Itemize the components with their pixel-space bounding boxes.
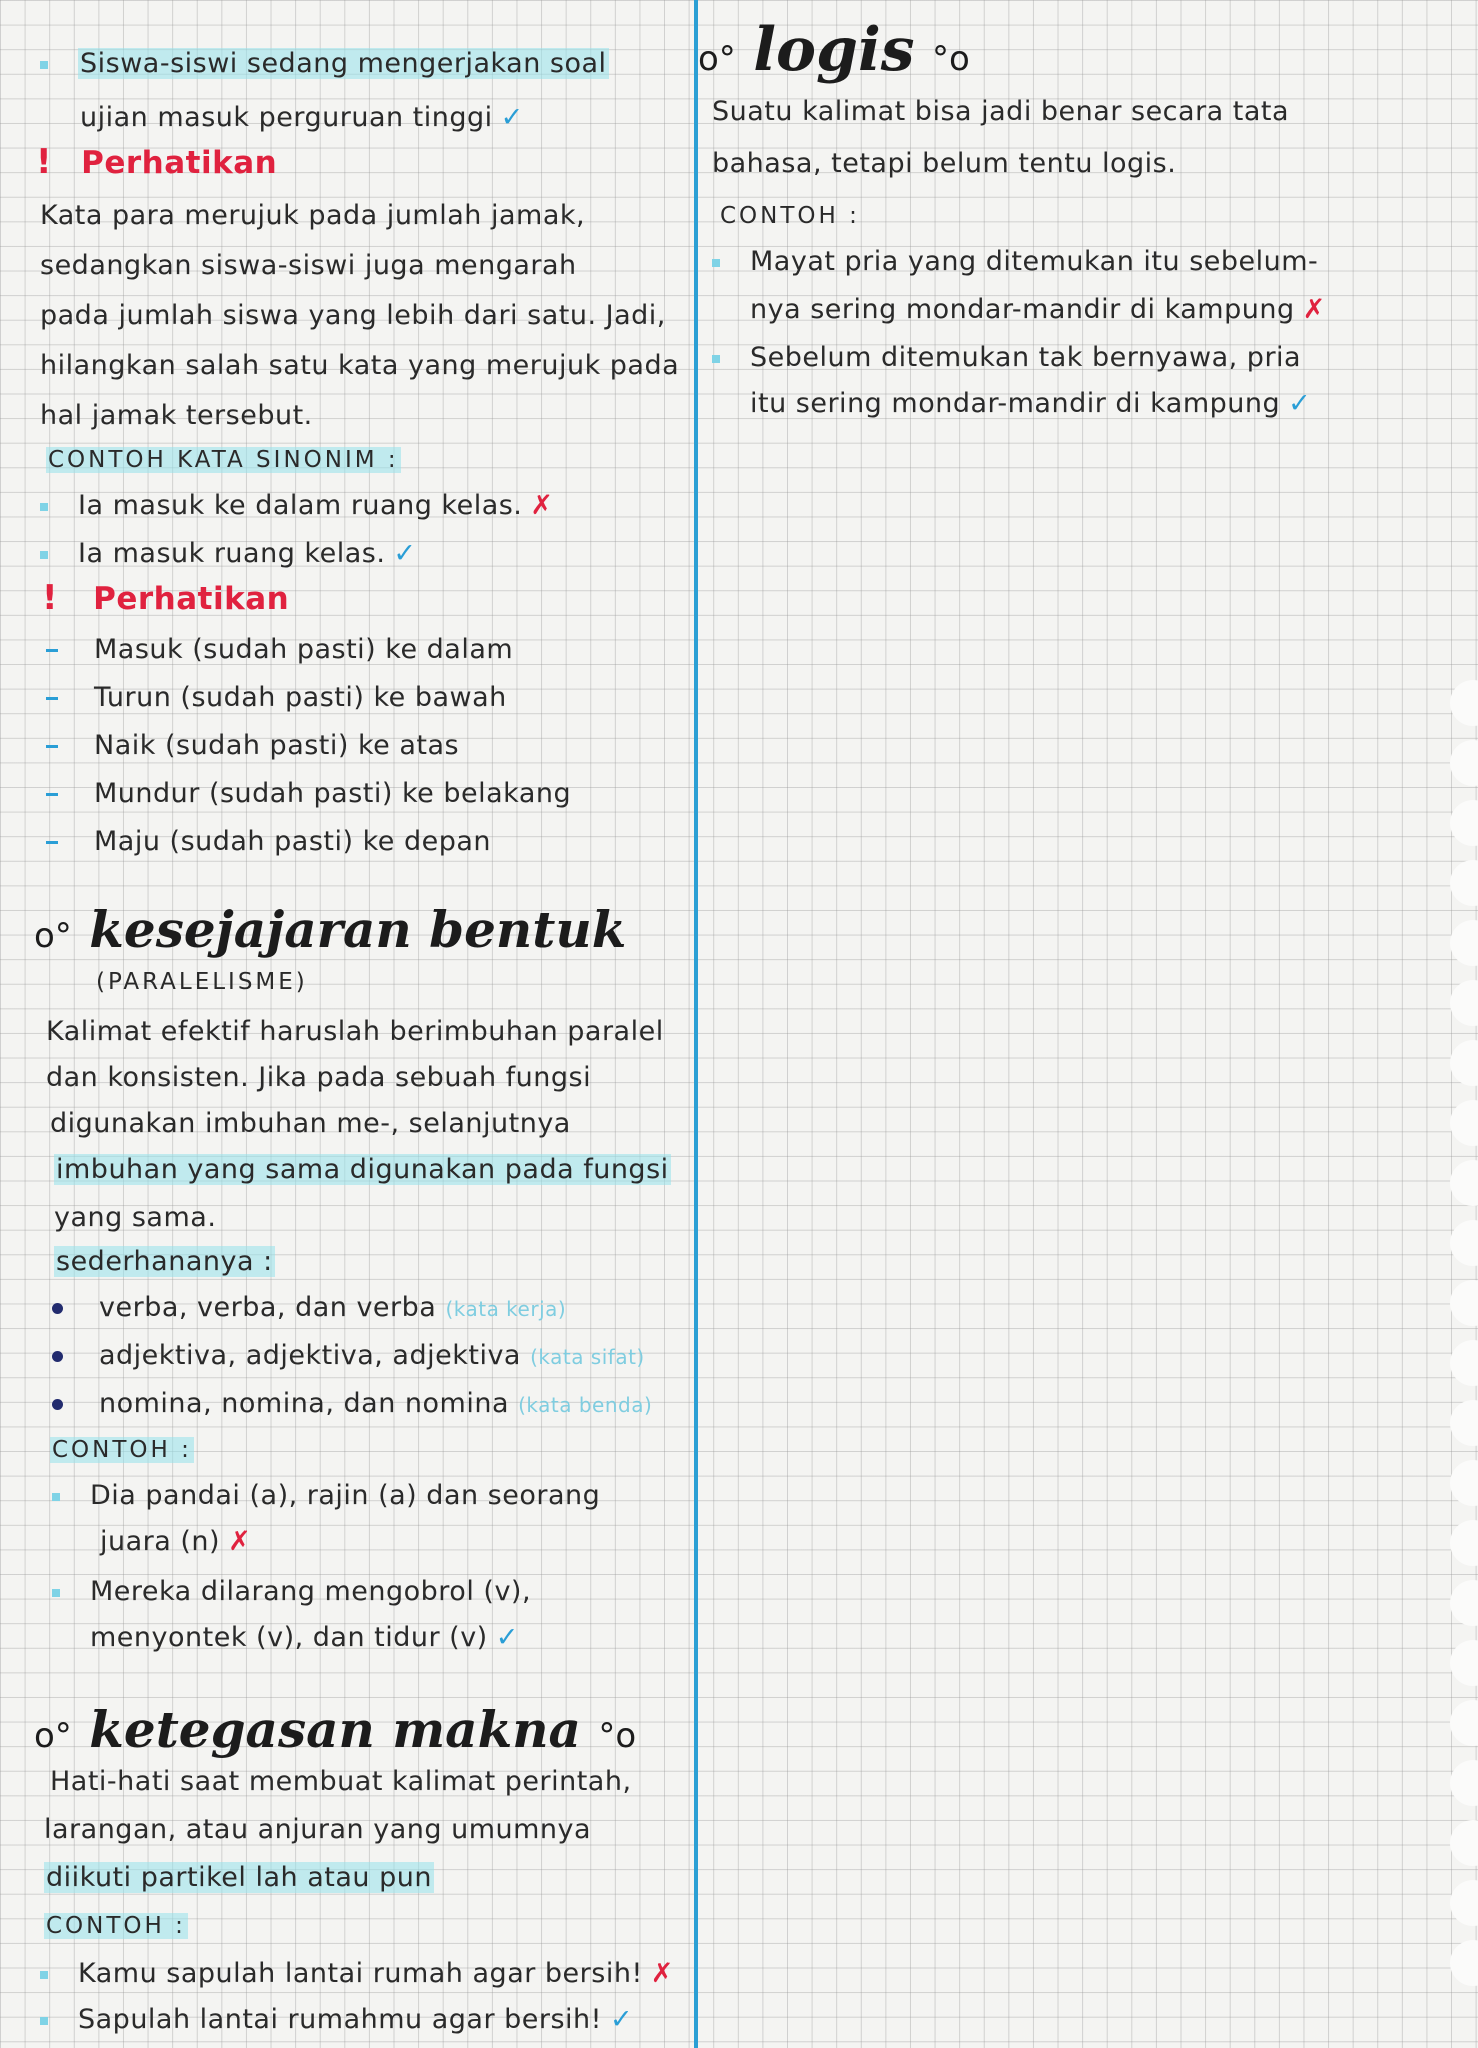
bullet-icon (52, 1351, 63, 1362)
list-text: nomina, nomina, dan nomina (99, 1388, 509, 1419)
dash-icon (46, 649, 58, 652)
bullet-icon (52, 1399, 63, 1410)
bullet-icon (52, 1589, 60, 1597)
list-item (40, 44, 609, 84)
section-label (46, 440, 401, 480)
degree-icon: o° (34, 916, 72, 956)
example-text: juara (n) (100, 1526, 221, 1557)
warning-icon: ! (42, 578, 59, 618)
paragraph-line (54, 1242, 275, 1282)
paragraph-line: pada jumlah siswa yang lebih dari satu. Jadi, (40, 300, 666, 331)
example-text: Sebelum ditemukan tak bernyawa, pria (750, 342, 1302, 373)
example-text: Kamu sapulah lantai rumah agar bersih! (78, 1958, 643, 1989)
degree-icon: °o (598, 1716, 637, 1756)
label-text: CONTOH KATA SINONIM : (48, 447, 399, 473)
example-text: Dia pandai (a), rajin (a) dan seorang (90, 1480, 601, 1511)
list-note: (kata sifat) (530, 1345, 645, 1369)
list-item (52, 1384, 652, 1425)
example-text: Mayat pria yang ditemukan itu sebelum- (750, 246, 1319, 277)
paragraph-text: sederhananya : (56, 1246, 273, 1277)
title-text: ketegasan makna (89, 1700, 581, 1759)
list-item (52, 1572, 531, 1612)
list-text: verba, verba, dan verba (99, 1292, 437, 1323)
dash-icon (46, 841, 58, 844)
paragraph-line: yang sama. (54, 1202, 217, 1233)
list-item (46, 774, 571, 814)
list-item (40, 2000, 633, 2040)
example-text: Sapulah lantai rumahmu agar bersih! (78, 2004, 602, 2035)
bullet-icon (40, 61, 48, 69)
bullet-icon (52, 1493, 60, 1501)
intro-line-2 (80, 98, 524, 138)
list-item (712, 338, 1301, 378)
title-text: logis (753, 15, 915, 85)
example-line (750, 384, 1311, 424)
paragraph-line: Kalimat efektif haruslah berimbuhan paralel (46, 1016, 664, 1047)
cross-icon: ✗ (1302, 294, 1326, 325)
bullet-icon (40, 551, 48, 559)
paragraph-line: larangan, atau anjuran yang umumnya (44, 1814, 592, 1845)
list-item (46, 630, 513, 670)
intro-line: Siswa-siswi sedang mengerjakan soal (80, 48, 607, 79)
paragraph-line: hilangkan salah satu kata yang merujuk pada (40, 350, 680, 381)
degree-icon: o° (34, 1716, 72, 1756)
section-title (698, 15, 970, 89)
paragraph-line: hal jamak tersebut. (40, 400, 313, 431)
list-item (712, 242, 1318, 282)
example-text: Ia masuk ruang kelas. (78, 538, 386, 569)
list-text: adjektiva, adjektiva, adjektiva (99, 1340, 521, 1371)
dash-icon (46, 793, 58, 796)
section-label (50, 1430, 194, 1470)
dash-text: Naik (sudah pasti) ke atas (94, 730, 460, 761)
paragraph-line: Hati-hati saat membuat kalimat perintah, (50, 1766, 632, 1797)
check-icon: ✓ (610, 2004, 634, 2035)
cross-icon: ✗ (650, 1958, 674, 1989)
dash-icon (46, 745, 58, 748)
perhatikan-label: Perhatikan (93, 581, 290, 617)
dash-text: Maju (sudah pasti) ke depan (94, 826, 491, 857)
dash-text: Mundur (sudah pasti) ke belakang (94, 778, 572, 809)
cross-icon: ✗ (228, 1526, 252, 1557)
check-icon: ✓ (1288, 388, 1312, 419)
example-text: itu sering mondar-mandir di kampung (750, 388, 1281, 419)
section-label (44, 1906, 188, 1946)
example-line (90, 1618, 519, 1658)
list-item (40, 1954, 674, 1994)
paragraph-line (54, 1150, 671, 1190)
bullet-icon (712, 355, 720, 363)
list-item (46, 678, 507, 718)
check-icon: ✓ (393, 538, 417, 569)
warning-icon: ! (36, 142, 53, 182)
perhatikan-heading (42, 578, 289, 621)
paragraph-line: Kata para merujuk pada jumlah jamak, (40, 200, 586, 231)
example-line (100, 1522, 251, 1562)
dash-text: Turun (sudah pasti) ke bawah (94, 682, 507, 713)
paragraph-line: digunakan imbuhan me-, selanjutnya (50, 1108, 571, 1139)
paragraph-line: bahasa, tetapi belum tentu logis. (712, 148, 1177, 179)
example-text: menyontek (v), dan tidur (v) (90, 1622, 488, 1653)
section-label: CONTOH : (720, 203, 860, 229)
list-item (40, 534, 417, 574)
example-text: nya sering mondar-mandir di kampung (750, 294, 1295, 325)
degree-icon: o° (698, 39, 736, 79)
binder-holes (1418, 0, 1478, 2048)
section-title (34, 1700, 636, 1766)
intro-text: ujian masuk perguruan tinggi (80, 102, 493, 133)
list-item (46, 822, 491, 862)
label-text: CONTOH : (52, 1437, 192, 1463)
check-icon: ✓ (500, 102, 524, 133)
list-item (52, 1288, 566, 1329)
list-note: (kata kerja) (445, 1297, 567, 1321)
column-divider (694, 0, 698, 2048)
example-text: Mereka dilarang mengobrol (v), (90, 1576, 532, 1607)
bullet-icon (40, 503, 48, 511)
dash-icon (46, 697, 58, 700)
list-item (46, 726, 459, 766)
paragraph-text: imbuhan yang sama digunakan pada fungsi (56, 1154, 669, 1185)
bullet-icon (40, 1971, 48, 1979)
paragraph-text: diikuti partikel lah atau pun (46, 1862, 432, 1893)
dash-text: Masuk (sudah pasti) ke dalam (94, 634, 514, 665)
paragraph-line: Suatu kalimat bisa jadi benar secara tata (712, 96, 1290, 127)
list-item (52, 1476, 600, 1516)
example-line (750, 290, 1326, 330)
check-icon: ✓ (495, 1622, 519, 1653)
degree-icon: °o (932, 39, 970, 79)
list-item (40, 486, 554, 526)
label-text: CONTOH : (46, 1913, 186, 1939)
title-text: kesejajaran bentuk (89, 900, 627, 959)
bullet-icon (52, 1303, 63, 1314)
bullet-icon (712, 259, 720, 267)
paragraph-line: sedangkan siswa-siswi juga mengarah (40, 250, 577, 281)
perhatikan-heading (36, 142, 277, 185)
paragraph-line: dan konsisten. Jika pada sebuah fungsi (46, 1062, 592, 1093)
paragraph-line (44, 1858, 434, 1898)
list-item (52, 1336, 645, 1377)
example-text: Ia masuk ke dalam ruang kelas. (78, 490, 523, 521)
section-subtitle: (PARALELISME) (96, 969, 308, 995)
perhatikan-label: Perhatikan (81, 145, 278, 181)
cross-icon: ✗ (530, 490, 554, 521)
section-title (34, 900, 626, 966)
bullet-icon (40, 2017, 48, 2025)
list-note: (kata benda) (518, 1393, 653, 1417)
